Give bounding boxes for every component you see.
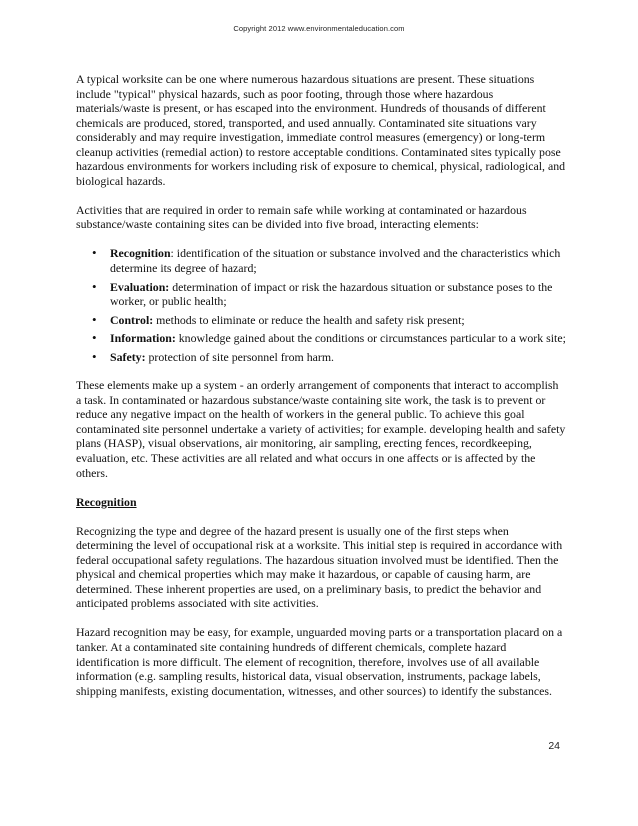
- recognition-paragraph-1: Recognizing the type and degree of the hazard present is usually one of the first steps when determining the level of occupational risk at a worksite. This initial step is required in accordance with federal occupational safety regulations. The hazardous situation involved must be identified. Then the physical and chemical properties which may make it hazardous, or capable of causing harm, are determined. These inherent properties are used, on a preliminary basis, to predict the behavior and anticipated problems associated with site activities.: [76, 523, 563, 611]
- elements-bullet-list: [76, 246, 566, 364]
- intro-paragraph: A typical worksite can be one where numerous hazardous situations are present. These situations include "typical" physical hazards, such as poor footing, through those where hazardous materials/waste is present, or has escaped into the environment. Hundreds of thousands of different chemicals are produced, stored, transported, and used annually. Contaminated site situations vary considerably and may require investigation, immediate control measures (emergency) or long-term cleanup activities (remedial action) to restore acceptable conditions. Contaminated sites typically pose hazardous environments for workers including risk of exposure to chemical, physical, radiological, and biological hazards.: [76, 72, 566, 188]
- document-body: [76, 72, 566, 713]
- bullet-item-recognition: [76, 246, 566, 275]
- recognition-paragraph-2: Hazard recognition may be easy, for example, unguarded moving parts or a transportation placard on a tanker. At a contaminated site containing hundreds of different chemicals, complete hazard identification is more difficult. The element of recognition, therefore, involves use of all available information (e.g. sampling results, historical data, visual observation, instruments, package labels, shipping manifests, existing documentation, witnesses, and other sources) to identify the substances.: [76, 625, 563, 698]
- bullet-icon: •: [92, 245, 97, 261]
- activities-paragraph: Activities that are required in order to remain safe while working at contaminated or hazardous substance/waste containing sites can be divided into five broad, interacting elements:: [76, 202, 527, 232]
- bullet-item-control: [76, 313, 566, 328]
- bullet-icon: •: [92, 348, 97, 364]
- page-number: 24: [548, 740, 560, 752]
- bullet-item-evaluation: [76, 280, 566, 309]
- bullet-text: protection of site personnel from harm.: [145, 349, 334, 364]
- bullet-icon: •: [92, 330, 97, 346]
- bullet-term: Recognition: [110, 246, 171, 261]
- bullet-term: Evaluation:: [110, 279, 170, 294]
- bullet-text: methods to eliminate or reduce the health and safety risk present;: [153, 312, 465, 327]
- bullet-text: knowledge gained about the conditions or circumstances particular to a work site;: [175, 331, 566, 346]
- copyright-header: Copyright 2012 www.environmentaleducation.com: [233, 24, 405, 33]
- bullet-icon: •: [92, 311, 97, 327]
- bullet-icon: •: [92, 278, 97, 294]
- system-paragraph: These elements make up a system - an orderly arrangement of components that interact to accomplish a task. In contaminated or hazardous substance/waste containing site work, the task is to prevent or reduce any negative impact on the health of workers in the general public. To achieve this goal contaminated site personnel undertake a variety of activities; for example. developing health and safety plans (HASP), visual observations, air monitoring, air sampling, erecting fences, recordkeeping, evaluation, etc. These activities are all related and what occurs in one affects or is affected by the others.: [76, 378, 566, 480]
- bullet-item-information: [76, 331, 566, 346]
- bullet-term: Information:: [110, 331, 176, 346]
- bullet-term: Control:: [110, 312, 154, 327]
- bullet-item-safety: [76, 350, 566, 365]
- bullet-text: : identification of the situation or substance involved and the characteristics which determine its degree of hazard;: [110, 246, 561, 276]
- bullet-term: Safety:: [110, 349, 146, 364]
- section-heading-recognition: Recognition: [76, 494, 137, 509]
- bullet-text: determination of impact or risk the hazardous situation or substance poses to the worker, or public health;: [110, 279, 553, 309]
